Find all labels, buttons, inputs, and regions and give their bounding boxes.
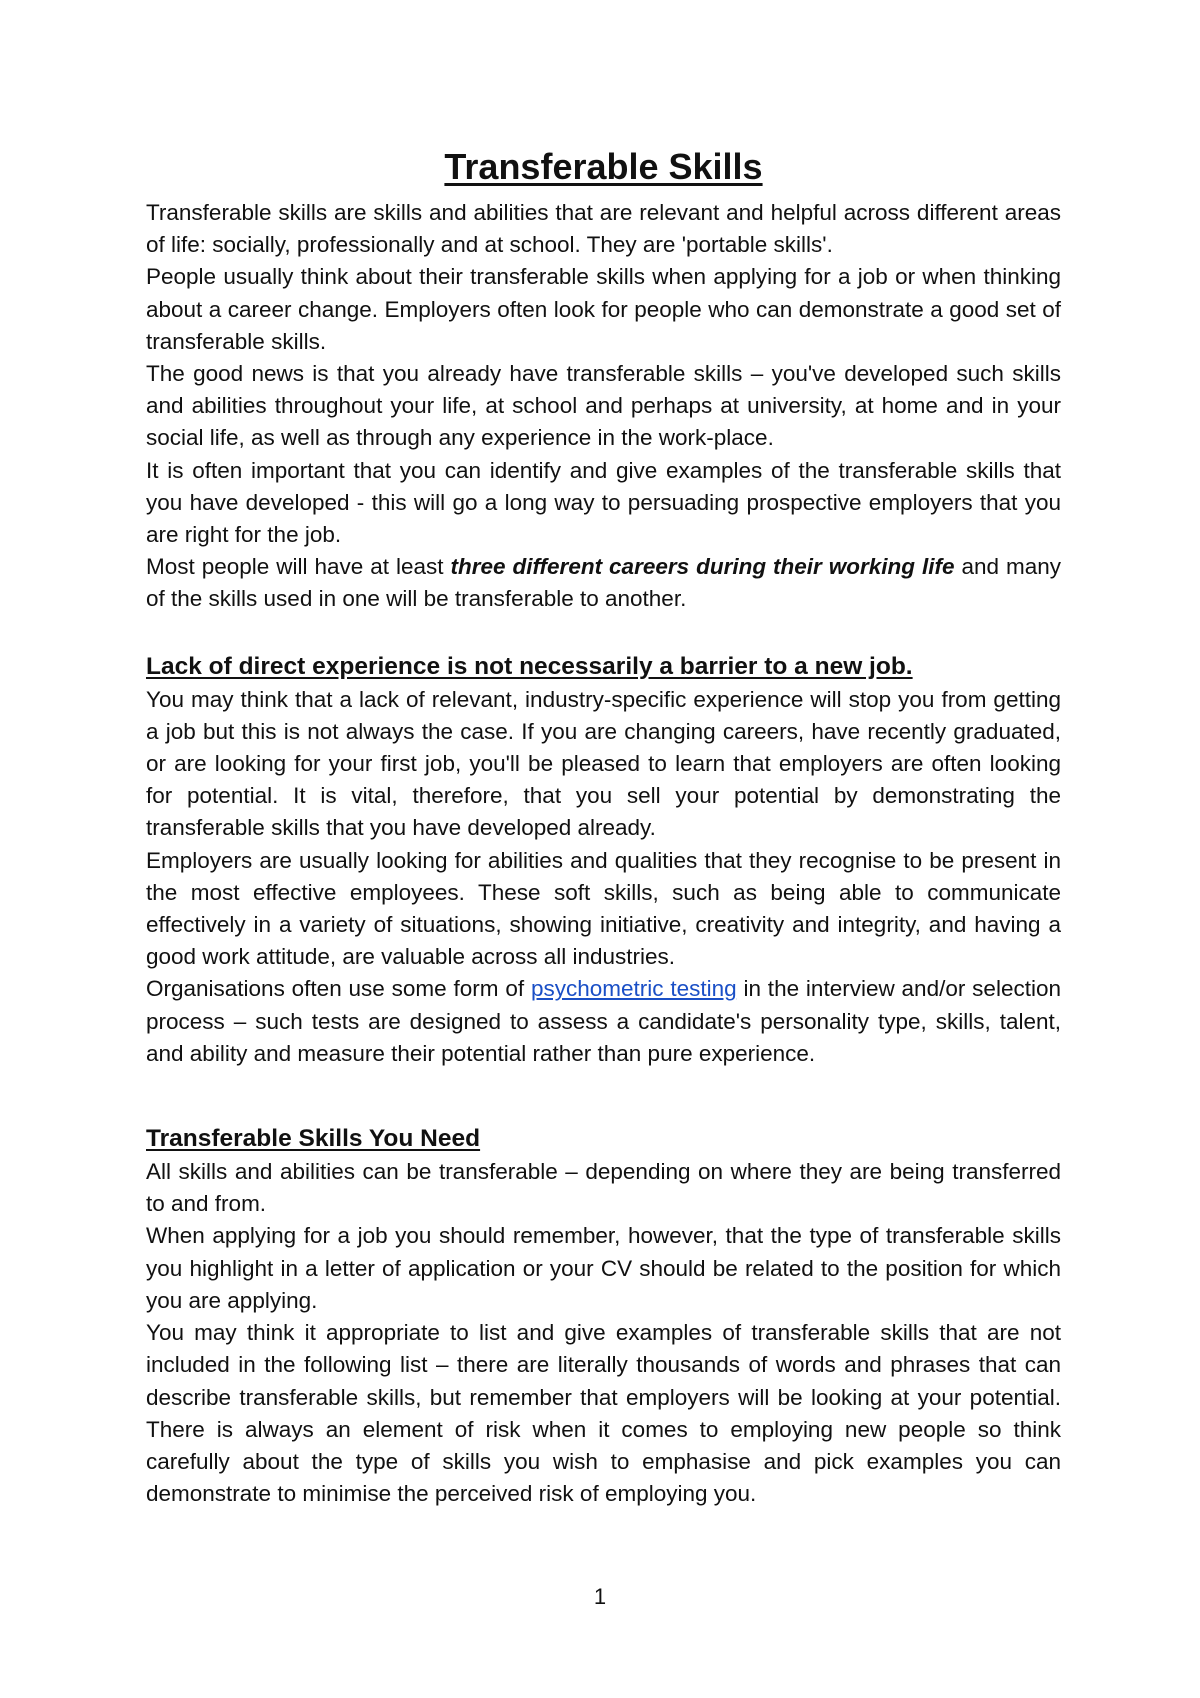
section-heading-experience: Lack of direct experience is not necessarily a barrier to a new job. [146,652,913,680]
page-number: 1 [593,1584,607,1609]
careers-emphasis: three different careers during their working life [450,554,955,580]
skills-paragraph-2: When applying for a job you should remember, however, that the type of transferable skills you highlight in a letter of application or your CV should be related to the position for which you are applying. [146,1223,1061,1313]
intro-paragraph-3: The good news is that you already have transferable skills – you've developed such skills and abilities throughout your life, at school and perhaps at university, at home and in your social life, as well as through any experience in the work-place. [146,361,1061,451]
psychometric-testing-link[interactable]: psychometric testing [530,976,737,1002]
intro-paragraph-4: It is often important that you can identify and give examples of the transferable skills that you have developed - this will go a long way to persuading prospective employers that you are right for the job. [146,457,1061,548]
intro-paragraph-5 [146,551,1061,615]
document-page [146,145,1061,1510]
skills-paragraph-1: All skills and abilities can be transferable – depending on where they are being transferred to and from. [146,1159,1061,1217]
intro-paragraph-5-lead: Most people will have at least [146,554,451,580]
intro-paragraph-5-tail: and many of the skills used in one will be transferable to another. [146,554,1061,612]
experience-paragraph-3-lead: Organisations often use some form of [146,976,531,1002]
skills-paragraph-3: You may think it appropriate to list and give examples of transferable skills that are not included in the following list – there are literally thousands of words and phrases that can describe transferable skills, but remember that employers will be looking at your potential. There is always an element of risk when it comes to employing new people so think carefully about the type of skills you wish to emphasise and pick examples you can demonstrate to minimise the perceived risk of employing you. [146,1320,1061,1507]
experience-paragraph-3-tail: in the interview and/or selection process – such tests are designed to assess a candidate's personality type, skills, talent, and ability and measure their potential rather than pure experience. [146,976,1061,1066]
page-title: Transferable Skills [444,146,763,187]
experience-paragraph-1: You may think that a lack of relevant, industry-specific experience will stop you from getting a job but this is not always the case. If you are changing careers, have recently graduated, or are looking for your first job, you'll be pleased to learn that employers are often looking for potential. It is vital, therefore, that you sell your potential by demonstrating the transferable skills that you have developed already. [146,686,1061,841]
experience-paragraph-2: Employers are usually looking for abilities and qualities that they recognise to be present in the most effective employees. These soft skills, such as being able to communicate effectively in a variety of situations, showing initiative, creativity and integrity, and having a good work attitude, are valuable across all industries. [146,847,1061,970]
intro-paragraph-1: Transferable skills are skills and abilities that are relevant and helpful across different areas of life: socially, professionally and at school. They are 'portable skills'. [146,200,1061,258]
section-heading-skills-you-need: Transferable Skills You Need [146,1125,481,1153]
intro-paragraph-2: People usually think about their transferable skills when applying for a job or when thinking about a career change. Employers often look for people who can demonstrate a good set of transferable skills. [146,264,1061,354]
experience-paragraph-3 [146,973,1061,1070]
